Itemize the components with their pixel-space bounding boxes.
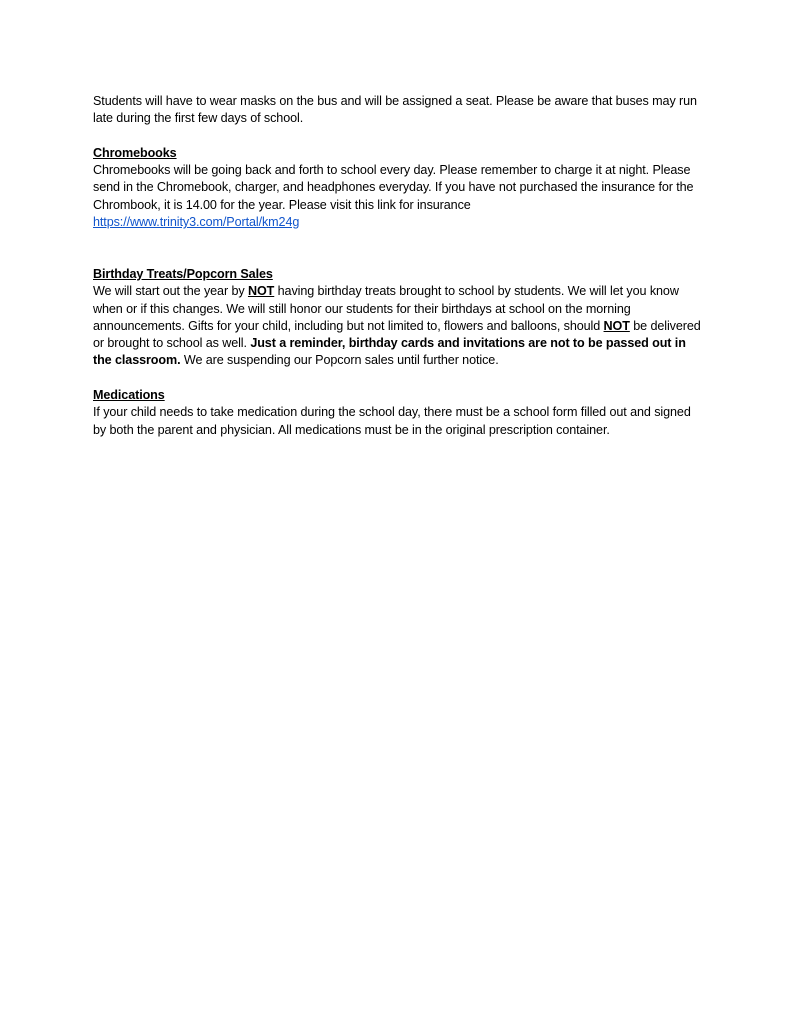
spacer: [93, 128, 705, 145]
birthday-reminder: Just a reminder, birthday cards and invitations are not to be passed out in the classroom.: [93, 336, 686, 368]
spacer: [93, 370, 705, 387]
medications-paragraph: If your child needs to take medication during the school day, there must be a school form filled out and signed by both the parent and physician. All medications must be in the original prescription container.: [93, 405, 691, 437]
insurance-link[interactable]: https://www.trinity3.com/Portal/km24g: [93, 215, 300, 230]
not-emphasis-2: NOT: [603, 318, 630, 333]
birthday-text-4: We are suspending our Popcorn sales until further notice.: [180, 353, 499, 368]
medications-heading: Medications: [93, 388, 165, 403]
birthday-paragraph: [93, 283, 705, 369]
document-page: [93, 93, 705, 439]
bus-paragraph: Students will have to wear masks on the bus and will be assigned a seat. Please be aware that buses may run late during the first few days of school.: [93, 94, 697, 126]
birthday-heading: Birthday Treats/Popcorn Sales: [93, 266, 273, 281]
chromebooks-heading: Chromebooks: [93, 145, 177, 160]
birthday-text-2: having birthday treats brought to school by students. We will let you know when or if this changes. We will still honor our students for their birthdays at school on the morning announcements. Gifts for your child, including but not limited to, flowers and balloons, should: [93, 284, 679, 333]
chromebooks-body: Chromebooks will be going back and forth to school every day. Please remember to charge it at night. Please send in the Chromebook, charger, and headphones everyday. If you have not purchased the insurance for the Chrombook, it is 14.00 for the year. Please visit this link for insurance: [93, 163, 694, 212]
birthday-text-3: be delivered or brought to school as well.: [93, 318, 701, 351]
not-emphasis-1: NOT: [247, 284, 275, 299]
spacer: [93, 231, 705, 266]
chromebooks-paragraph: [93, 162, 705, 231]
birthday-text-1: We will start out the year by: [93, 284, 248, 299]
